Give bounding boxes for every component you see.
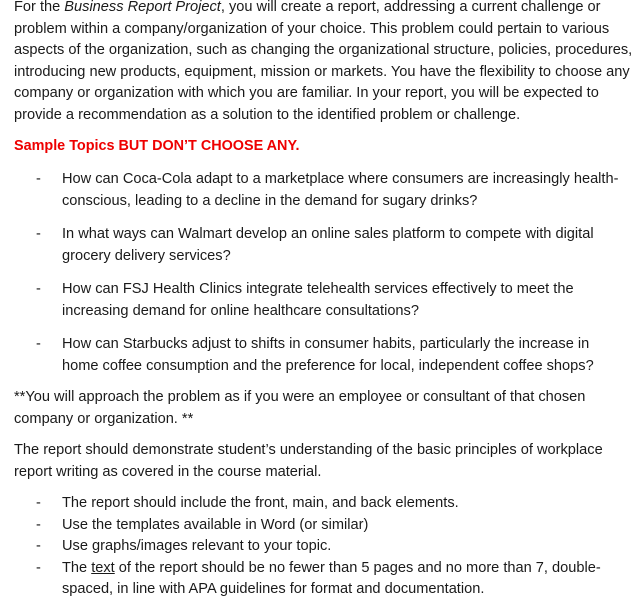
bullet-dash: - [36, 171, 41, 187]
requirement-text-rest: of the report should be no fewer than 5 pages and no more than 7, double-spaced, in line with APA guidelines for format and documentation. [62, 559, 601, 597]
bullet-dash: - [36, 281, 41, 297]
list-item [14, 169, 622, 212]
bullet-dash: - [36, 226, 41, 242]
topic-text: How can FSJ Health Clinics integrate telehealth services effectively to meet the increasing demand for online healthcare consultations? [62, 281, 574, 319]
requirement-text: Use the templates available in Word (or similar) [62, 516, 369, 533]
list-item [14, 334, 622, 377]
topic-text: In what ways can Walmart develop an online sales platform to compete with digital grocery delivery services? [62, 226, 594, 264]
report-paragraph: The report should demonstrate student’s understanding of the basic principles of workplace report writing as covered in the course material. [14, 442, 603, 480]
list-item [14, 224, 622, 267]
bullet-dash: - [36, 495, 41, 511]
requirements-list [14, 493, 636, 601]
requirement-text-start: The [62, 559, 92, 576]
bullet-dash: - [36, 538, 41, 554]
bullet-dash: - [36, 559, 41, 576]
intro-text-rest: , you will create a report, addressing a current challenge or problem within a company/organization of your choice. This problem could pertain to various aspects of the organization, such as changing the organizational structure, policies, procedures, introducing new products, equipment, mission or markets. You have the flexibility to choose any company or organization with which you are familiar. In your report, you will be expected to provide a recommendation as a solution to the identified problem or challenge. [14, 0, 633, 123]
requirement-text [62, 560, 601, 598]
requirement-text: The report should include the front, main, and back elements. [62, 495, 459, 511]
list-item [14, 558, 622, 601]
intro-paragraph [14, 0, 636, 126]
list-item [14, 493, 622, 515]
topic-text: How can Coca-Cola adapt to a marketplace where consumers are increasingly health-conscious, leading to a decline in the demand for sugary drinks? [62, 171, 619, 209]
intro-text-start: For the [14, 0, 65, 15]
project-name: Business Report Project [64, 0, 221, 15]
list-item [14, 515, 622, 537]
list-item [14, 536, 622, 558]
sample-topics-heading: Sample Topics BUT DON’T CHOOSE ANY. [14, 138, 300, 154]
bullet-dash: - [36, 336, 41, 352]
bullet-dash: - [36, 516, 41, 533]
requirement-text: Use graphs/images relevant to your topic. [62, 538, 332, 554]
topic-text: How can Starbucks adjust to shifts in consumer habits, particularly the increase in home coffee consumption and the preference for local, independent coffee shops? [62, 336, 594, 374]
underlined-word: text [91, 559, 115, 576]
topics-list [14, 169, 636, 377]
approach-note: **You will approach the problem as if you were an employee or consultant of that chosen company or organization. ** [14, 389, 586, 427]
list-item [14, 279, 622, 322]
